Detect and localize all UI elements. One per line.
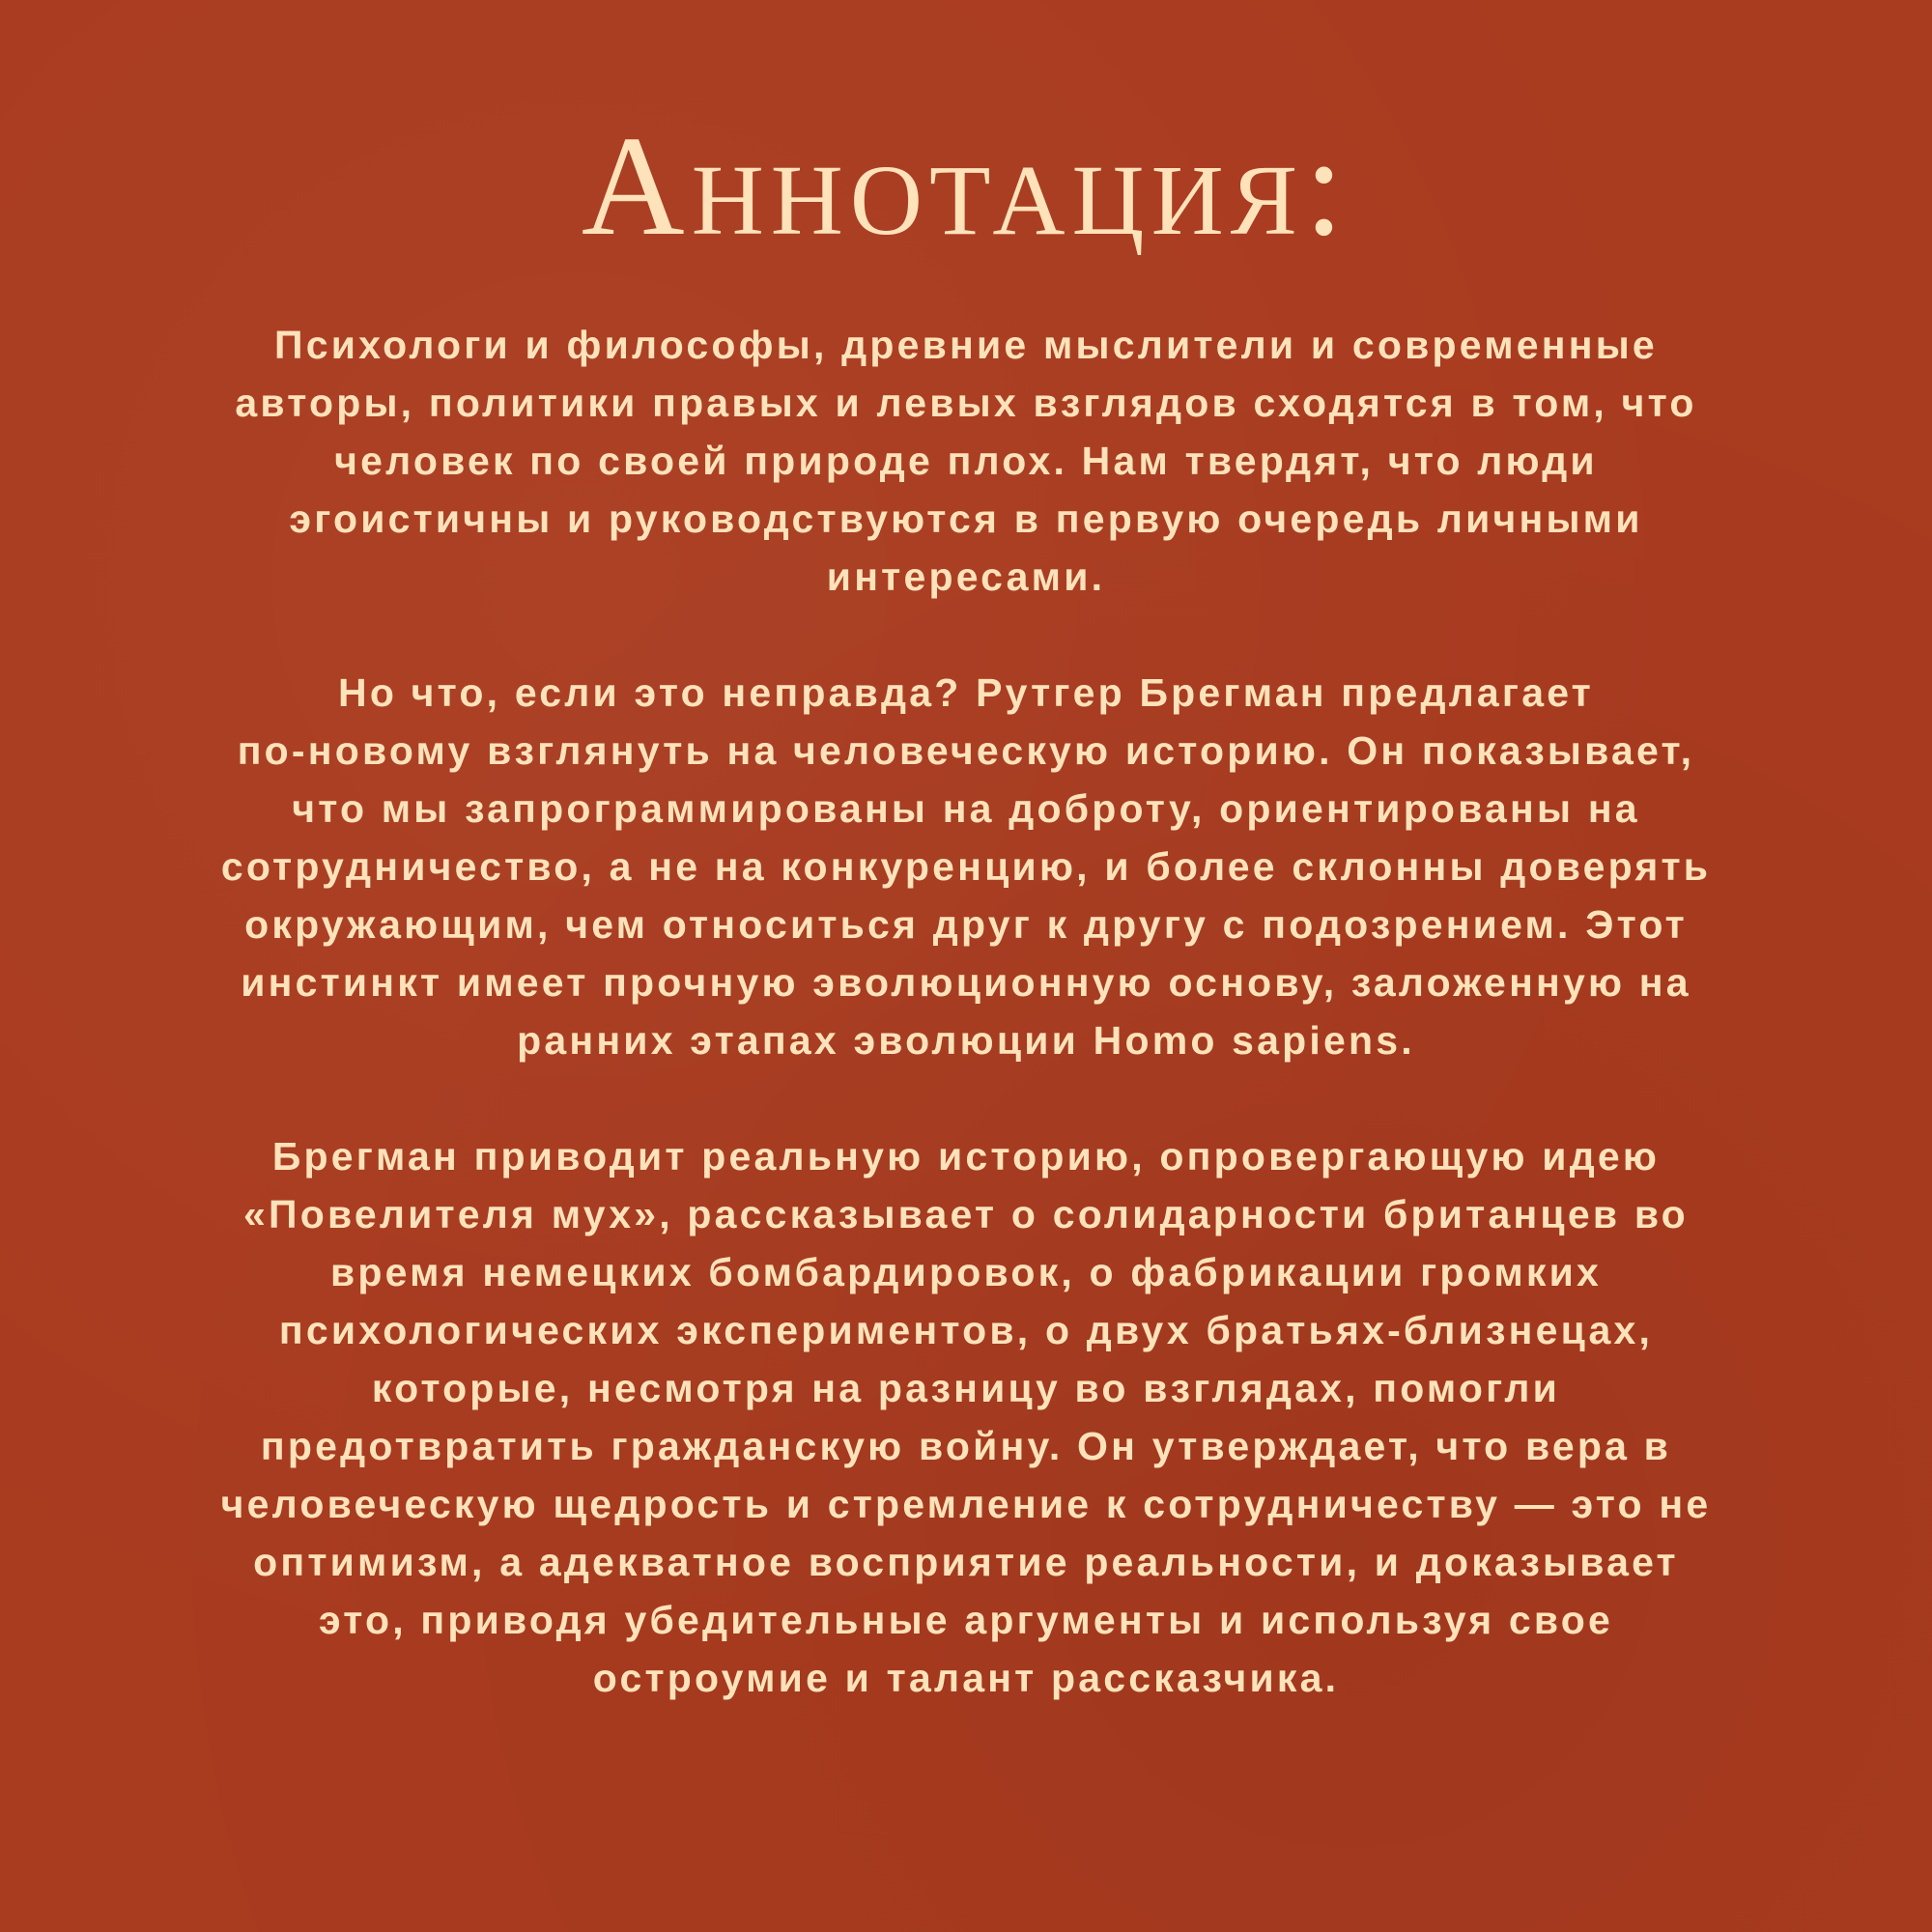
text-line: эгоистичны и руководствуются в первую очередь личными xyxy=(289,497,1643,541)
annotation-body xyxy=(0,316,1932,1765)
text-line: ранних этапах эволюции Homo sapiens. xyxy=(517,1018,1415,1063)
annotation-paragraph xyxy=(0,664,1932,1069)
text-line: Но что, если это неправда? Рутгер Брегман предлагает xyxy=(338,670,1594,715)
text-line: сотрудничество, а не на конкуренцию, и более склонны доверять xyxy=(220,844,1712,889)
text-line: которые, несмотря на разницу во взглядах, помогли xyxy=(371,1366,1561,1410)
text-line: человек по своей природе плох. Нам твердят, что люди xyxy=(334,439,1598,483)
text-line: психологических экспериментов, о двух братьях-близнецах, xyxy=(278,1308,1654,1352)
text-line: Психологи и философы, древние мыслители и современные xyxy=(274,323,1658,367)
text-line: Брегман приводит реальную историю, опровергающую идею xyxy=(271,1134,1661,1179)
annotation-paragraph xyxy=(0,316,1932,606)
text-line: человеческую щедрость и стремление к сотрудничеству — это не xyxy=(220,1482,1712,1526)
text-line: окружающим, чем относиться друг к другу с подозрением. Этот xyxy=(244,902,1688,947)
text-line: предотвратить гражданскую войну. Он утверждает, что вера в xyxy=(260,1424,1672,1468)
text-line: авторы, политики правых и левых взглядов сходятся в том, что xyxy=(235,381,1697,425)
text-line: остроумие и талант рассказчика. xyxy=(592,1656,1340,1700)
text-line: «Повелителя мух», рассказывает о солидарности британцев во xyxy=(243,1192,1689,1236)
text-line: инстинкт имеет прочную эволюционную основу, заложенную на xyxy=(241,960,1691,1005)
page-title: Аннотация: xyxy=(581,107,1351,266)
text-line: это, приводя убедительные аргументы и используя свое xyxy=(318,1598,1614,1642)
text-line: время немецких бомбардировок, о фабрикации громких xyxy=(329,1250,1603,1294)
annotation-paragraph xyxy=(0,1127,1932,1707)
text-line: оптимизм, а адекватное восприятие реальности, и доказывает xyxy=(253,1540,1679,1584)
text-line: интересами. xyxy=(826,554,1106,599)
text-line: что мы запрограммированы на доброту, ориентированы на xyxy=(292,786,1640,831)
text-line: по-новому взглянуть на человеческую историю. Он показывает, xyxy=(237,728,1695,773)
